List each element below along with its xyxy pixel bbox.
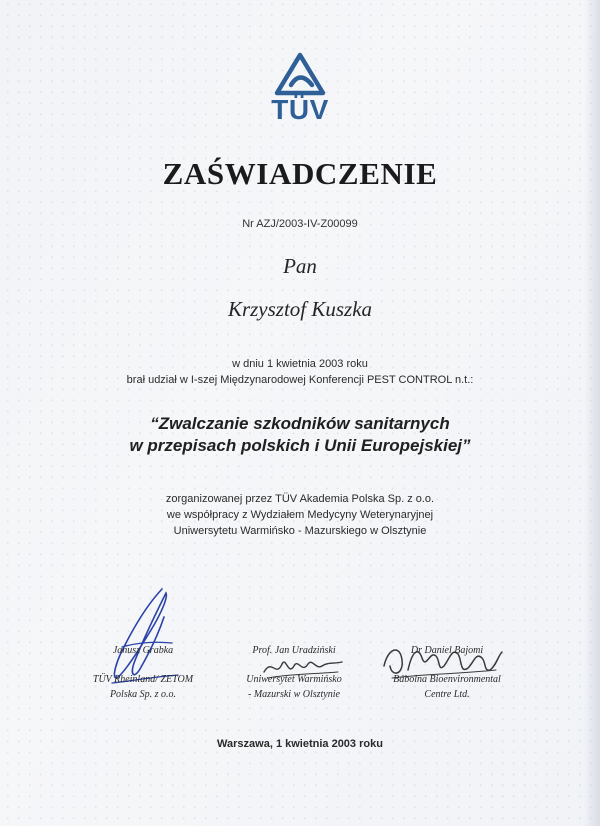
signatory-org: Bábolna Bioenvironmental — [393, 674, 501, 685]
recipient-name: Krzysztof Kuszka — [227, 297, 373, 321]
signatory-org: TÜV Rheinland/ ZETOM — [92, 674, 194, 685]
signatory-name: Dr Daniel Bajomi — [410, 645, 484, 656]
intro-line: w dniu 1 kwietnia 2003 roku — [232, 358, 368, 370]
tuv-logo — [262, 52, 338, 130]
signatory-name: Janusz Grabka — [112, 645, 174, 656]
organizer-line: we współpracy z Wydziałem Medycyny Weterynaryjnej — [166, 509, 434, 521]
organizer-line: zorganizowanej przez TÜV Akademia Polska Sp. z o.o. — [165, 493, 435, 505]
intro-line: brał udział w I-szej Międzynarodowej Konferencji PEST CONTROL n.t.: — [126, 374, 474, 386]
salutation: Pan — [283, 254, 317, 278]
signatory-grabka — [68, 643, 218, 702]
intro-text — [0, 356, 600, 388]
place-and-date: Warszawa, 1 kwietnia 2003 roku — [217, 738, 383, 750]
logo-text: TÜV — [271, 94, 329, 125]
signatory-name: Prof. Jan Uradziński — [252, 645, 336, 656]
certificate-number: Nr AZJ/2003-IV-Z00099 — [242, 218, 358, 230]
signatory-org: Centre Ltd. — [424, 689, 470, 700]
signatory-bajomi — [372, 643, 522, 702]
organizers-text — [0, 491, 600, 539]
certificate-title: ZAŚWIADCZENIE — [162, 156, 438, 191]
topic-line: w przepisach polskich i Unii Europejskiej” — [129, 436, 471, 455]
signatory-org: - Mazurski w Olsztynie — [248, 689, 340, 700]
conference-topic — [0, 413, 600, 457]
signatory-uradzinski — [219, 643, 369, 702]
signatory-org: Polska Sp. z o.o. — [109, 689, 177, 700]
tuv-triangle-icon — [274, 52, 326, 96]
signatory-org: Uniwersytet Warmińsko — [246, 674, 342, 685]
organizer-line: Uniwersytetu Warmińsko - Mazurskiego w Olsztynie — [173, 525, 427, 537]
topic-line: “Zwalczanie szkodników sanitarnych — [150, 414, 450, 433]
